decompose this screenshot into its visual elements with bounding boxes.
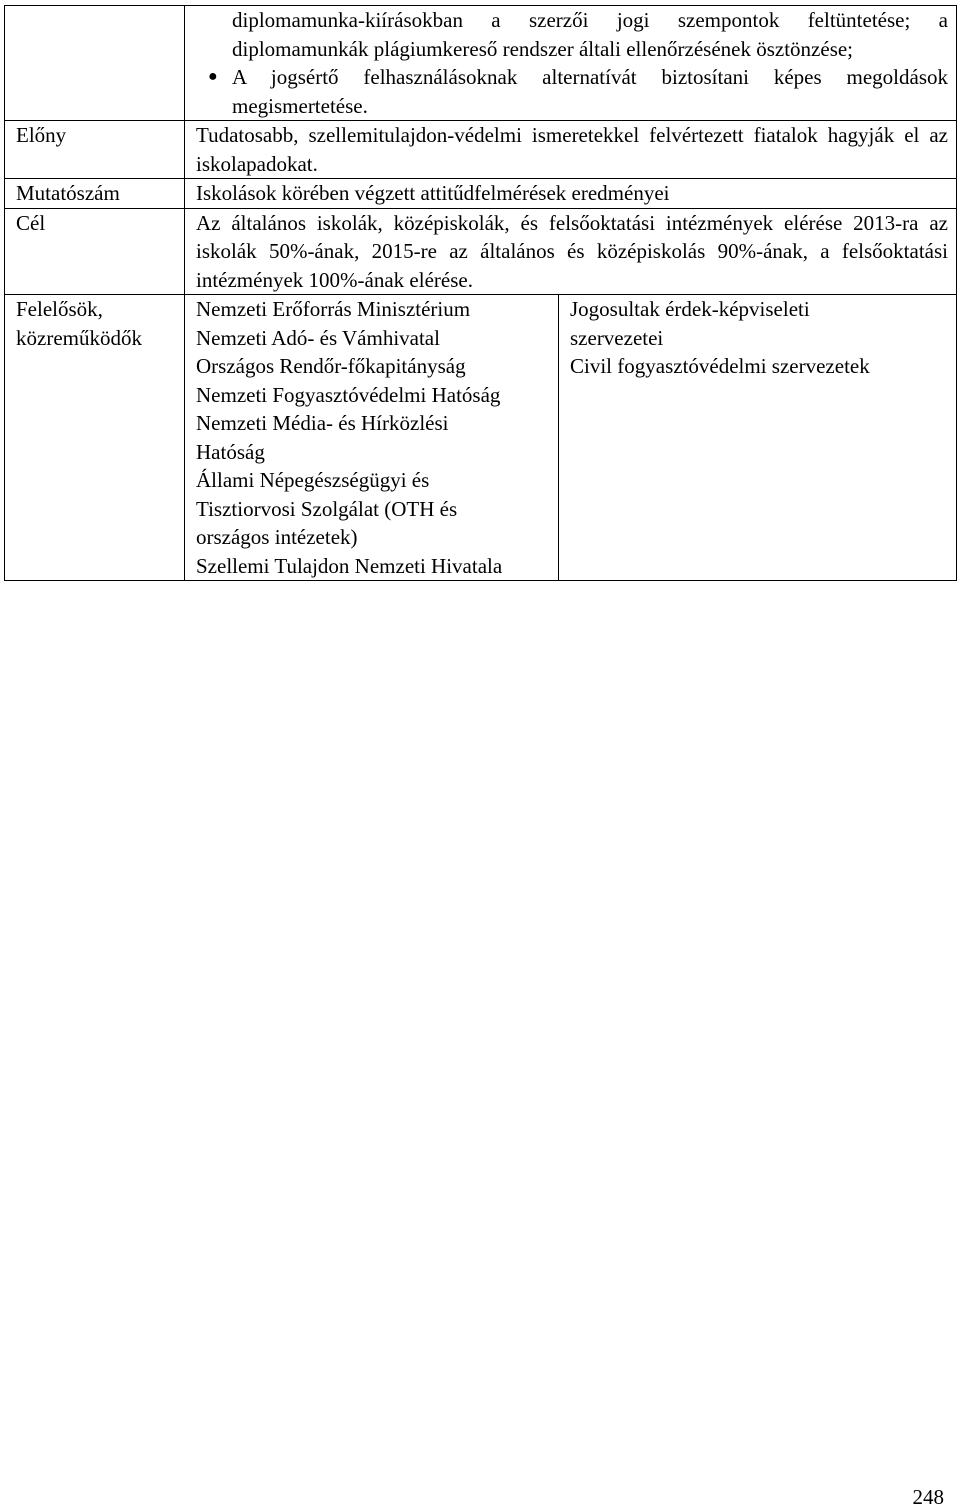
row-label-cell — [5, 6, 185, 121]
bullet-list — [196, 63, 948, 120]
list-item — [208, 63, 948, 120]
label-line: Felelősök, — [16, 297, 103, 321]
row-content-cel: Az általános iskolák, középiskolák, és felsőoktatási intézmények elérése 2013-ra az iskolák 50%-ának, 2015-re az általános és középiskolás 90%-ának, a felsőoktatási intézmények 100%-ának elérése. — [185, 208, 957, 295]
list-item: Országos Rendőr-főkapitányság — [196, 354, 466, 378]
list-item: Hatóság — [196, 439, 265, 464]
table-row — [5, 121, 957, 179]
bullet-icon: ● — [208, 68, 218, 85]
responsible-right-column — [559, 295, 956, 580]
row-content-mutatoszam: Iskolások körében végzett attitűdfelmérések eredményei — [185, 179, 957, 209]
row-label-elony: Előny — [5, 121, 185, 179]
list-item: Civil fogyasztóvédelmi szervezetek — [570, 354, 870, 378]
list-item: Nemzeti Média- és Hírközlési — [196, 411, 449, 435]
row-content-elony: Tudatosabb, szellemitulajdon-védelmi ismeretekkel felvértezett fiatalok hagyják el az iskolapadokat. — [185, 121, 957, 179]
row-label-felelosok — [5, 295, 185, 581]
list-item: Szellemi Tulajdon Nemzeti Hivatala — [196, 553, 503, 578]
responsible-columns — [185, 295, 956, 580]
continuation-text: diplomamunka-kiírásokban a szerzői jogi szempontok feltüntetése; a diplomamunkák plágiumkereső rendszer általi ellenőrzésének ösztönzése; — [232, 8, 948, 61]
bullet-text: A jogsértő felhasználásoknak alternatívát biztosítani képes megoldások megismertetése. — [232, 65, 948, 118]
row-content-cell — [185, 6, 957, 121]
label-line: közreműködők — [16, 325, 142, 350]
table-row — [5, 179, 957, 209]
list-item: szervezetei — [570, 325, 664, 350]
table-row — [5, 6, 957, 121]
page-number: 248 — [912, 1485, 944, 1509]
table-row — [5, 208, 957, 295]
list-item: Nemzeti Erőforrás Minisztérium — [196, 297, 471, 321]
list-item: Nemzeti Adó- és Vámhivatal — [196, 325, 440, 350]
list-item: Állami Népegészségügyi és — [196, 468, 430, 492]
list-item: Tisztiorvosi Szolgálat (OTH és — [196, 496, 458, 521]
row-label-cel: Cél — [5, 208, 185, 295]
list-item: országos intézetek) — [196, 525, 358, 549]
row-content-felelosok — [185, 295, 957, 581]
document-table — [4, 5, 957, 581]
responsible-left-column — [185, 295, 559, 580]
list-item: Jogosultak érdek-képviseleti — [570, 297, 810, 321]
list-item: Nemzeti Fogyasztóvédelmi Hatóság — [196, 382, 501, 407]
table-row — [5, 295, 957, 581]
row-label-mutatoszam: Mutatószám — [5, 179, 185, 209]
